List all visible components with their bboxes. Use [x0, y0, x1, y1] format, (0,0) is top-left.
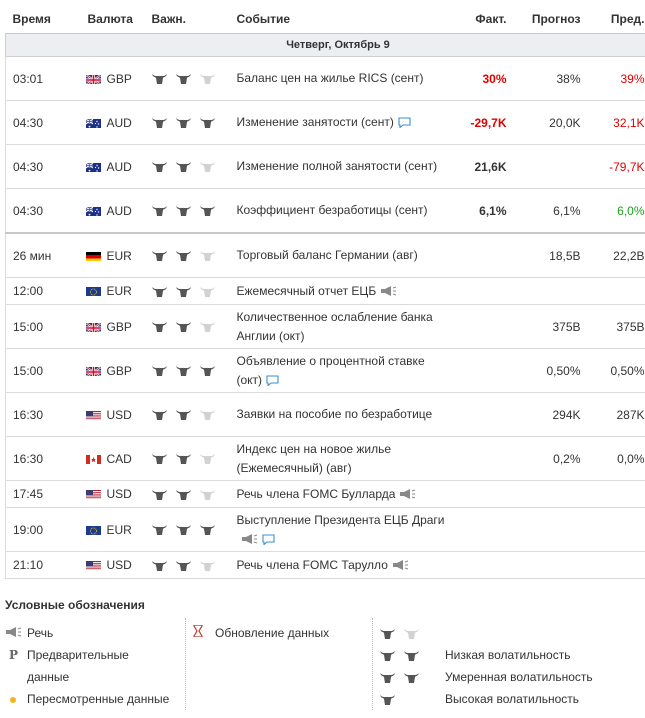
event-currency: AUD — [101, 189, 149, 234]
bull-icon — [176, 560, 191, 572]
bull-icon — [152, 560, 167, 572]
bull-icon — [176, 489, 191, 501]
event-forecast — [513, 278, 587, 305]
event-row[interactable] — [6, 481, 645, 508]
event-forecast: 38% — [513, 57, 587, 101]
event-time: 16:30 — [6, 393, 74, 437]
event-name[interactable]: Ежемесячный отчет ЕЦБ — [236, 283, 377, 298]
bull-icon — [176, 205, 191, 217]
event-currency: GBP — [101, 349, 149, 393]
event-forecast — [513, 481, 587, 508]
event-time: 12:00 — [6, 278, 74, 305]
event-actual — [448, 233, 513, 278]
event-time: 04:30 — [6, 145, 74, 189]
bull-icon — [200, 205, 215, 217]
event-actual — [448, 508, 513, 552]
event-name[interactable]: Речь члена FOMC Булларда — [236, 486, 396, 501]
event-previous: 22,2B — [587, 233, 645, 278]
bull-icon — [200, 453, 215, 465]
event-actual — [448, 437, 513, 481]
comment-icon — [262, 534, 275, 545]
event-forecast — [513, 552, 587, 579]
col-forecast[interactable]: Прогноз — [513, 5, 587, 34]
event-actual — [448, 552, 513, 579]
event-row[interactable] — [6, 552, 645, 579]
legend-low: Низкая волатильность — [445, 648, 571, 662]
event-cell[interactable] — [237, 393, 448, 437]
event-actual: -29,7K — [448, 101, 513, 145]
event-row[interactable] — [6, 145, 645, 189]
bull-icon — [200, 286, 215, 298]
bull-icon — [152, 205, 167, 217]
bull-icon — [152, 524, 167, 536]
col-previous[interactable]: Пред. — [587, 5, 645, 34]
event-name[interactable]: Заявки на пособие по безработице — [236, 407, 433, 421]
event-currency: AUD — [101, 101, 149, 145]
economic-calendar-table — [5, 5, 645, 579]
event-previous: 0,0% — [587, 437, 645, 481]
bull-icon — [380, 628, 395, 640]
event-currency: USD — [101, 393, 149, 437]
flag-gb-icon — [86, 74, 101, 84]
event-previous: -79,7K — [587, 145, 645, 189]
flag-eu-icon — [86, 525, 101, 535]
event-currency: AUD — [101, 145, 149, 189]
flag-au-icon — [86, 206, 101, 216]
flag-us-icon — [86, 560, 101, 570]
comment-icon — [398, 117, 411, 128]
event-row[interactable] — [6, 278, 645, 305]
hourglass-icon — [193, 622, 215, 644]
event-currency: EUR — [101, 233, 149, 278]
event-cell[interactable] — [237, 101, 448, 145]
event-actual: 21,6K — [448, 145, 513, 189]
event-cell[interactable] — [237, 552, 448, 579]
event-previous — [587, 278, 645, 305]
flag-de-icon — [86, 251, 101, 261]
event-cell[interactable] — [237, 437, 448, 481]
preliminary-icon: P — [9, 648, 19, 662]
bull-icon — [200, 365, 215, 377]
speech-icon — [5, 622, 27, 644]
event-forecast: 0,50% — [513, 349, 587, 393]
bull-icon — [152, 117, 167, 129]
bull-icon — [176, 365, 191, 377]
importance-bulls — [149, 233, 237, 278]
day-label: Четверг, Октябрь 9 — [6, 34, 645, 57]
event-time: 15:00 — [6, 349, 74, 393]
bull-icon — [176, 161, 191, 173]
bull-icon — [176, 453, 191, 465]
flag-au-icon — [86, 118, 101, 128]
legend-update: Обновление данных — [215, 626, 330, 640]
bull-icon — [380, 694, 395, 706]
bull-icon — [200, 560, 215, 572]
legend-revised: Пересмотренные данные — [27, 692, 170, 706]
bull-icon — [152, 250, 167, 262]
bull-icon — [404, 650, 419, 662]
event-actual: 6,1% — [448, 189, 513, 234]
col-time[interactable]: Время — [6, 5, 74, 34]
importance-bulls — [149, 305, 237, 349]
event-currency: USD — [101, 481, 149, 508]
importance-bulls — [149, 481, 237, 508]
flag-us-icon — [86, 410, 101, 420]
bull-icon — [200, 489, 215, 501]
event-row[interactable] — [6, 393, 645, 437]
event-previous: 32,1K — [587, 101, 645, 145]
bull-icon — [200, 161, 215, 173]
event-currency: EUR — [101, 278, 149, 305]
flag-eu-icon — [86, 286, 101, 296]
event-row[interactable] — [6, 508, 645, 552]
speech-icon — [392, 560, 409, 570]
event-actual: 30% — [448, 57, 513, 101]
event-currency: USD — [101, 552, 149, 579]
revised-icon — [5, 688, 27, 710]
event-name[interactable]: Индекс цен на новое жилье (Ежемесячный) (авг) — [236, 441, 392, 475]
bull-icon — [176, 117, 191, 129]
speech-icon — [241, 534, 258, 544]
importance-bulls — [149, 145, 237, 189]
event-forecast: 0,2% — [513, 437, 587, 481]
bull-icon — [200, 73, 215, 85]
event-row[interactable] — [6, 57, 645, 101]
bull-icon — [176, 286, 191, 298]
event-name[interactable]: Изменение полной занятости (сент) — [236, 159, 438, 173]
bull-icon — [152, 321, 167, 333]
event-row[interactable] — [6, 305, 645, 349]
event-name[interactable]: Баланс цен на жилье RICS (сент) — [236, 71, 424, 85]
flag-gb-icon — [86, 322, 101, 332]
bull-icon — [176, 250, 191, 262]
event-cell[interactable] — [237, 508, 448, 552]
event-time: 26 мин — [6, 233, 74, 278]
event-currency: GBP — [101, 305, 149, 349]
bull-icon — [152, 489, 167, 501]
event-previous — [587, 508, 645, 552]
event-previous — [587, 552, 645, 579]
event-forecast: 20,0K — [513, 101, 587, 145]
event-previous: 6,0% — [587, 189, 645, 234]
legend-title: Условные обозначения — [5, 598, 145, 612]
event-actual — [448, 481, 513, 508]
importance-bulls — [149, 57, 237, 101]
event-name[interactable]: Коэффициент безработицы (сент) — [236, 203, 428, 217]
day-row — [6, 34, 645, 57]
event-time: 04:30 — [6, 101, 74, 145]
event-previous: 287K — [587, 393, 645, 437]
importance-bulls — [149, 508, 237, 552]
bull-icon — [152, 161, 167, 173]
event-name[interactable]: Объявление о процентной ставке (окт) — [236, 353, 425, 387]
bull-icon — [200, 524, 215, 536]
event-time: 19:00 — [6, 508, 74, 552]
event-cell[interactable] — [237, 57, 448, 101]
event-currency: CAD — [101, 437, 149, 481]
event-forecast: 6,1% — [513, 189, 587, 234]
event-time: 03:01 — [6, 57, 74, 101]
event-actual — [448, 278, 513, 305]
header-row — [6, 5, 645, 34]
event-row[interactable] — [6, 437, 645, 481]
event-previous: 375B — [587, 305, 645, 349]
event-name[interactable]: Выступление Президента ЕЦБ Драги — [236, 512, 445, 527]
legend-high: Высокая волатильность — [445, 692, 580, 706]
event-name[interactable]: Речь члена FOMC Тарулло — [236, 557, 388, 572]
event-actual — [448, 349, 513, 393]
high-volatility-icon — [380, 666, 445, 710]
bull-icon — [380, 650, 395, 662]
event-cell[interactable] — [237, 233, 448, 278]
event-cell[interactable] — [237, 305, 448, 349]
bull-icon — [176, 321, 191, 333]
event-time: 21:10 — [6, 552, 74, 579]
event-forecast: 18,5B — [513, 233, 587, 278]
event-forecast — [513, 508, 587, 552]
legend-preliminary: Предварительные данные — [27, 648, 129, 684]
bull-icon — [176, 409, 191, 421]
event-name[interactable]: Торговый баланс Германии (авг) — [236, 248, 418, 262]
bull-icon — [152, 73, 167, 85]
event-actual — [448, 305, 513, 349]
event-previous: 0,50% — [587, 349, 645, 393]
bull-icon — [200, 117, 215, 129]
col-importance[interactable]: Важн. — [149, 5, 237, 34]
importance-bulls — [149, 552, 237, 579]
bull-icon — [200, 409, 215, 421]
bull-icon — [152, 365, 167, 377]
event-name[interactable]: Изменение занятости (сент) — [236, 115, 394, 129]
event-actual — [448, 393, 513, 437]
importance-bulls — [149, 349, 237, 393]
bull-icon — [404, 672, 419, 684]
bull-icon — [404, 628, 419, 640]
bull-icon — [380, 672, 395, 684]
col-currency[interactable]: Валюта — [74, 5, 149, 34]
flag-au-icon — [86, 162, 101, 172]
event-time: 16:30 — [6, 437, 74, 481]
event-forecast: 375B — [513, 305, 587, 349]
event-row[interactable] — [6, 349, 645, 393]
bull-icon — [200, 321, 215, 333]
bull-icon — [176, 524, 191, 536]
event-cell[interactable] — [237, 349, 448, 393]
event-cell[interactable] — [237, 189, 448, 234]
event-name[interactable]: Количественное ослабление банка Англии (окт) — [236, 309, 433, 343]
event-row[interactable] — [6, 101, 645, 145]
legend — [5, 598, 640, 706]
importance-bulls — [149, 278, 237, 305]
legend-speech: Речь — [27, 626, 54, 640]
flag-ca-icon — [86, 454, 101, 464]
event-currency: EUR — [101, 508, 149, 552]
importance-bulls — [149, 437, 237, 481]
event-time: 04:30 — [6, 189, 74, 234]
event-cell[interactable] — [237, 481, 448, 508]
legend-moderate: Умеренная волатильность — [445, 670, 593, 684]
comment-icon — [266, 375, 279, 386]
col-actual[interactable]: Факт. — [448, 5, 513, 34]
importance-bulls — [149, 189, 237, 234]
bull-icon — [200, 250, 215, 262]
bull-icon — [152, 453, 167, 465]
flag-gb-icon — [86, 366, 101, 376]
event-cell[interactable] — [237, 145, 448, 189]
speech-icon — [399, 489, 416, 499]
event-time: 17:45 — [6, 481, 74, 508]
event-row[interactable] — [6, 233, 645, 278]
bull-icon — [176, 73, 191, 85]
event-time: 15:00 — [6, 305, 74, 349]
event-currency: GBP — [101, 57, 149, 101]
speech-icon — [380, 286, 397, 296]
event-row[interactable] — [6, 189, 645, 234]
bull-icon — [152, 409, 167, 421]
importance-bulls — [149, 101, 237, 145]
event-previous — [587, 481, 645, 508]
event-previous: 39% — [587, 57, 645, 101]
bull-icon — [152, 286, 167, 298]
flag-us-icon — [86, 489, 101, 499]
importance-bulls — [149, 393, 237, 437]
col-event[interactable]: Событие — [237, 5, 448, 34]
event-cell[interactable] — [237, 278, 448, 305]
event-forecast: 294K — [513, 393, 587, 437]
event-forecast — [513, 145, 587, 189]
